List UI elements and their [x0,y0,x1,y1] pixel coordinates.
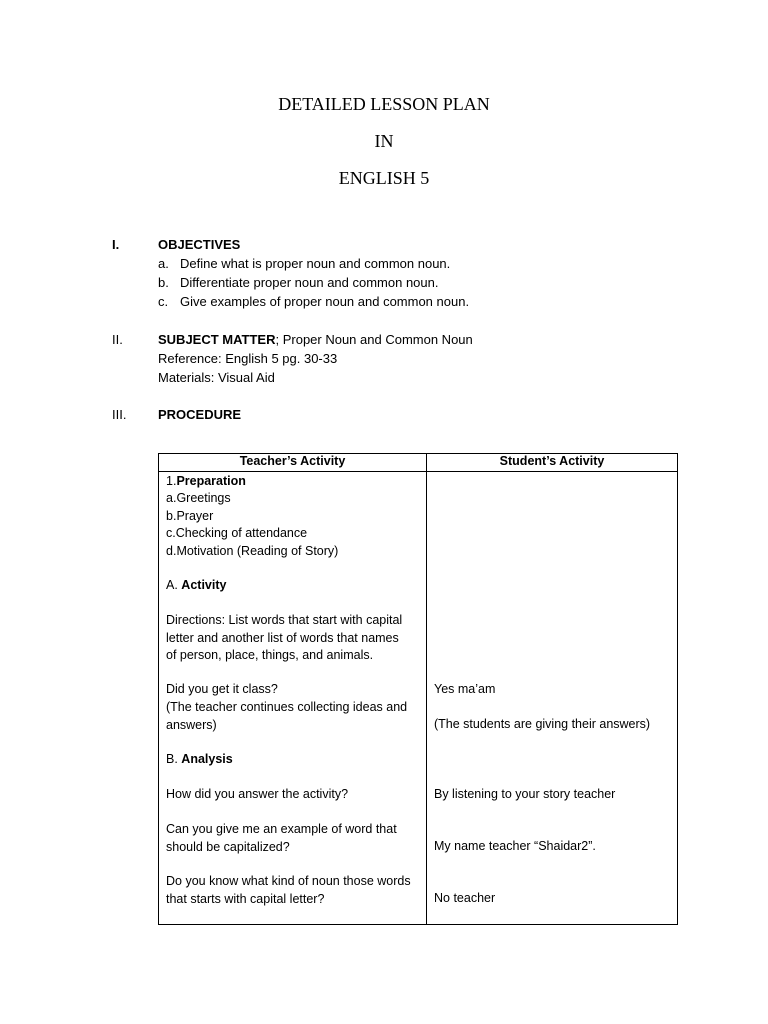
objective-item: c. Give examples of proper noun and common noun. [158,294,470,309]
preparation-item: b.Prayer [166,509,214,523]
student-activity-header: Student’s Activity [427,454,678,472]
student-answer: Yes ma’am [434,682,496,696]
subject-matter-number: II. [112,332,123,347]
title-line-2: IN [374,131,394,151]
reference-line: Reference: English 5 pg. 30-33 [158,351,338,366]
title-line-1: DETAILED LESSON PLAN [278,94,490,114]
teacher-question: How did you answer the activity? [166,787,349,801]
teacher-question: Did you get it class? [166,682,278,696]
student-answer: My name teacher “Shaidar2”. [434,839,596,853]
objective-item: a. Define what is proper noun and common noun. [158,256,451,271]
subject-matter-heading: SUBJECT MATTER; Proper Noun and Common Noun [158,332,473,347]
student-answer: (The students are giving their answers) [434,717,651,731]
teacher-note: (The teacher continues collecting ideas and answers) [166,700,408,732]
activity-heading: A. Activity [166,578,227,592]
teacher-activity-header: Teacher’s Activity [159,454,427,472]
preparation-item: a.Greetings [166,491,231,505]
teacher-question: Can you give me an example of word that should be capitalized? [166,822,397,854]
objectives-number: I. [112,237,120,252]
materials-line: Materials: Visual Aid [158,370,275,385]
directions-text: Directions: List words that start with capital letter and another list of words that names of person, place, things, and animals. [166,613,403,662]
table-header-row [159,454,678,472]
objective-item: b. Differentiate proper noun and common noun. [158,275,439,290]
procedure-number: III. [112,407,127,422]
procedure-table [158,453,678,925]
table-row [159,472,678,925]
objectives-heading: OBJECTIVES [158,237,241,252]
teacher-activity-cell [159,472,427,925]
preparation-heading: 1.Preparation [166,474,246,488]
analysis-heading: B. Analysis [166,752,233,766]
teacher-question: Do you know what kind of noun those words that starts with capital letter? [166,874,411,906]
student-answer: By listening to your story teacher [434,787,616,801]
preparation-item: c.Checking of attendance [166,526,308,540]
procedure-heading: PROCEDURE [158,407,242,422]
title-line-3: ENGLISH 5 [338,168,430,188]
preparation-item: d.Motivation (Reading of Story) [166,544,339,558]
student-answer: No teacher [434,891,496,905]
student-activity-cell [427,472,678,925]
